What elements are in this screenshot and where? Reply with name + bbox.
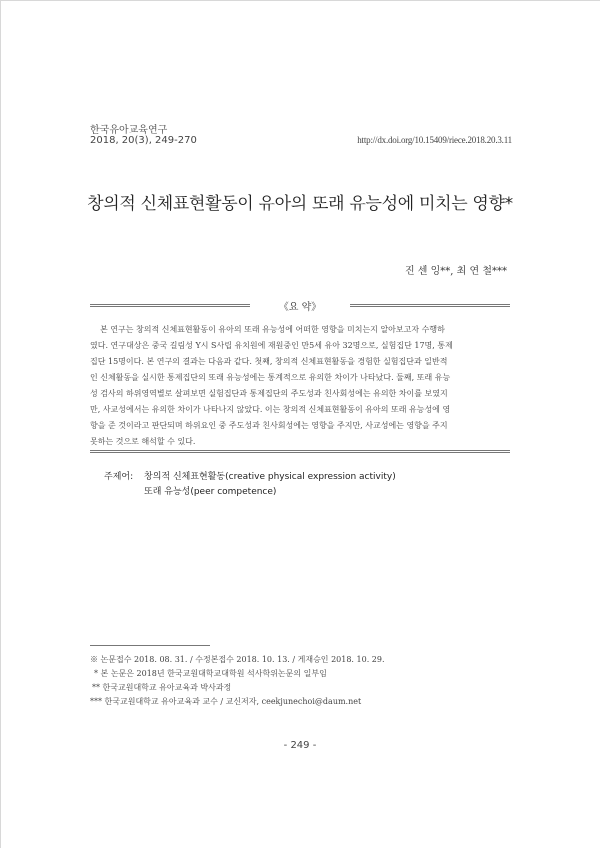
abstract-heading-rule-right xyxy=(350,304,510,307)
keyword-line xyxy=(104,470,396,485)
paper-authors: 진 센 잉**, 최 연 철*** xyxy=(404,266,507,277)
abstract-line: 향을 준 것이라고 판단되며 하위요인 중 주도성과 친사회성에는 영향을 주지만, 사교성에는 영향을 주지 xyxy=(90,421,448,430)
footnote-first-author: ** 한국교원대학교 유아교육과 박사과정 xyxy=(92,683,232,692)
footnotes xyxy=(90,653,385,709)
abstract-line: 집단 15명이다. 본 연구의 결과는 다음과 같다. 첫째, 창의적 신체표현활동을 경험한 실험집단과 일반적 xyxy=(90,357,448,366)
abstract-body xyxy=(90,322,510,450)
abstract-line: 인 신체활동을 실시한 통제집단의 또래 유능성에는 통계적으로 유의한 차이가 나타났다. 둘째, 또래 유능 xyxy=(90,373,451,382)
paper-title: 창의적 신체표현활동이 유아의 또래 유능성에 미치는 영향* xyxy=(87,194,513,214)
keyword-item: 창의적 신체표현활동(creative physical expression activity) xyxy=(144,472,396,482)
abstract-line: 였다. 연구대상은 중국 길림성 Y시 S사립 유치원에 재원중인 만5세 유아 32명으로, 실험집단 17명, 통제 xyxy=(90,341,453,350)
abstract-line: 못하는 것으로 해석할 수 있다. xyxy=(90,437,196,446)
page-border-top xyxy=(0,0,600,1)
page-border-left xyxy=(0,0,1,848)
page-number: - 249 - xyxy=(283,740,317,751)
keyword-line xyxy=(104,485,396,500)
footnote-divider xyxy=(90,645,210,646)
footnote-thesis-note: * 본 논문은 2018년 한국교원대학교대학원 석사학위논문의 일부임 xyxy=(94,669,327,678)
keywords-label: 주제어: xyxy=(104,472,134,482)
footnote-submission-dates: ※ 논문접수 2018. 08. 31. / 수정본접수 2018. 10. 13. / 게재승인 2018. 10. 29. xyxy=(90,655,385,664)
abstract-line: 만, 사교성에서는 유의한 차이가 나타나지 않았다. 이는 창의적 신체표현활동이 유아의 또래 유능성에 영 xyxy=(90,405,451,414)
abstract-line: 성 검사의 하위영역별로 살펴보면 실험집단과 통제집단의 주도성과 친사회성에는 유의한 차이를 보였지 xyxy=(90,389,448,398)
journal-name: 한국유아교육연구 xyxy=(90,125,168,136)
keyword-item: 또래 유능성(peer competence) xyxy=(144,487,277,497)
abstract-bottom-rule xyxy=(90,450,510,453)
abstract-line: 본 연구는 창의적 신체표현활동이 유아의 또래 유능성에 어떠한 영향을 미치는지 알아보고자 수행하 xyxy=(100,325,445,334)
footnote-corresponding-author: *** 한국교원대학교 유아교육과 교수 / 교신저자, ceekjunechoi@daum.net xyxy=(90,697,362,706)
abstract-heading xyxy=(90,298,510,312)
keywords-block xyxy=(104,470,396,500)
doi-link[interactable]: http://dx.doi.org/10.15409/riece.2018.20.3.11 xyxy=(357,135,512,145)
abstract-heading-label: 《요 약》 xyxy=(278,302,322,313)
journal-volume-pages: 2018, 20(3), 249-270 xyxy=(90,135,197,146)
